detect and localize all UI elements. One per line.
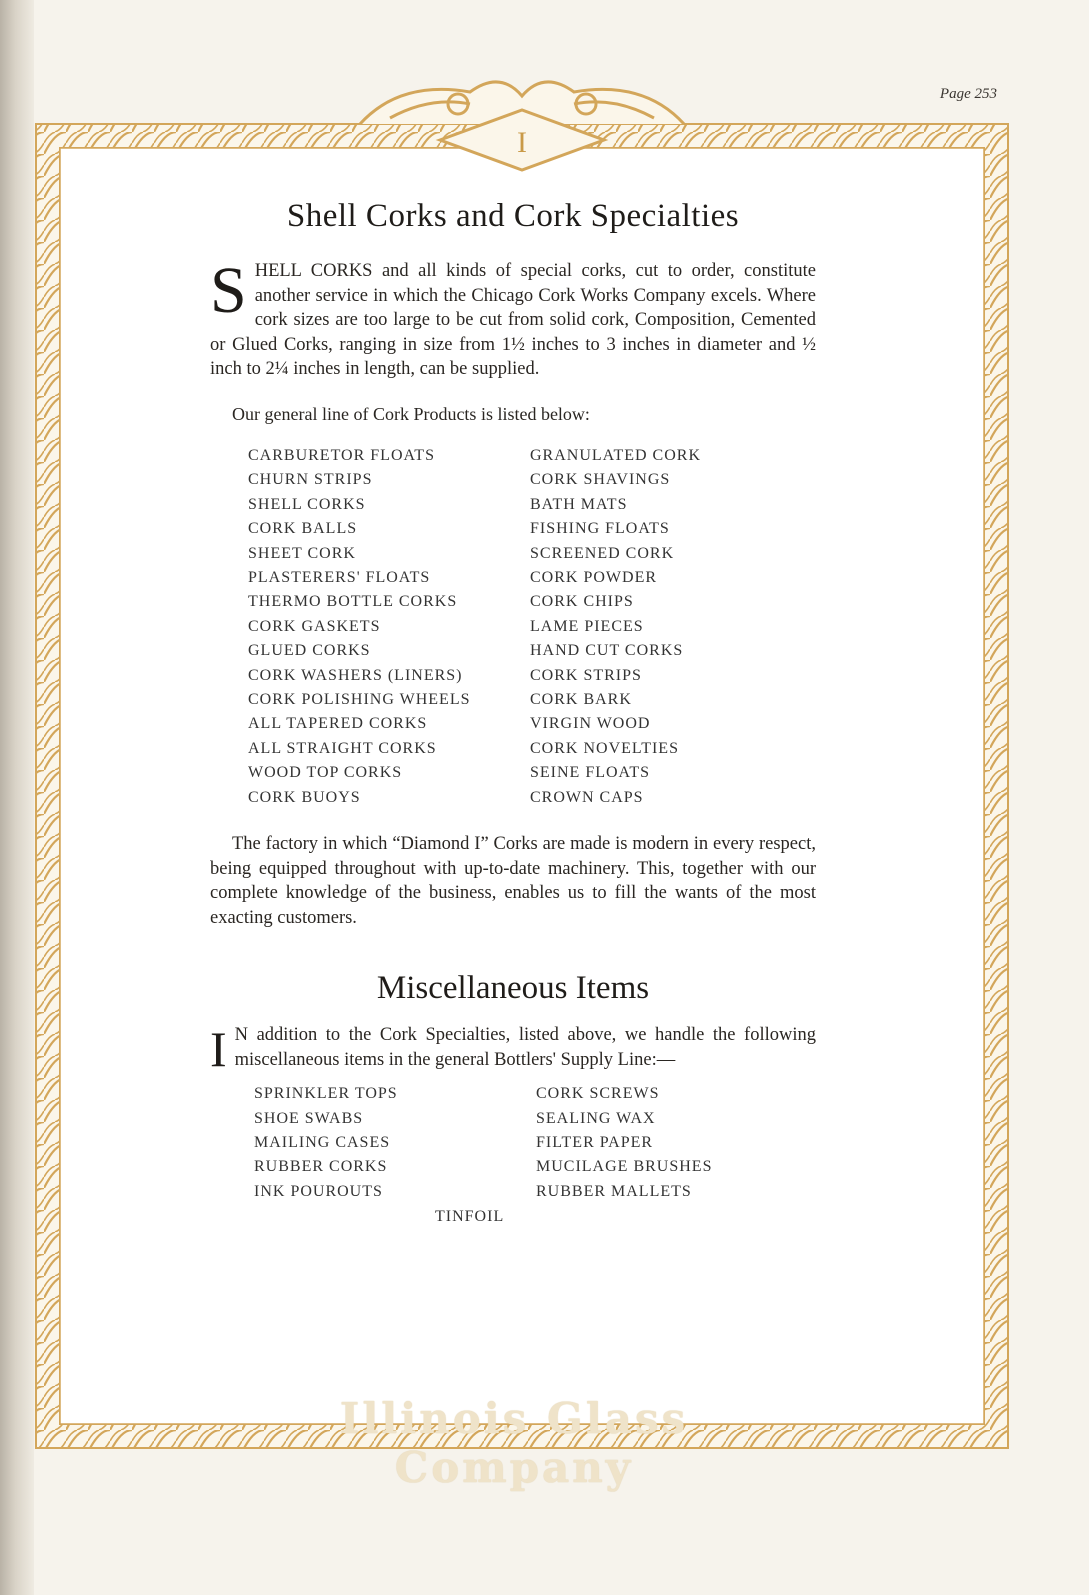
list-item: CROWN CAPS xyxy=(530,788,644,806)
factory-paragraph: The factory in which “Diamond I” Corks are made is modern in every respect, being equipped throughout with up-to-date machinery. This, together with our complete knowledge of the business, enables us to fill the wants of the most exacting customers. xyxy=(210,834,816,928)
cork-paragraph-text: HELL CORKS and all kinds of special corks, cut to order, constitute another service in which the Chicago Cork Works Company excels. Where cork sizes are too large to be cut from solid cork, Composition, Cemented or Glued Corks, ranging in size from 1½ inches to 3 inches in diameter and ½ inch to 2¼ inches in length, can be supplied. xyxy=(210,261,816,379)
page-number: Page 253 xyxy=(939,86,997,102)
footer-brand-wordmark: Illinois Glass Company xyxy=(339,1394,689,1492)
list-item: INK POUROUTS xyxy=(254,1182,383,1200)
list-item: SEINE FLOATS xyxy=(530,764,651,782)
section-title-cork: Shell Corks and Cork Specialties xyxy=(286,198,740,234)
cork-list-left-column xyxy=(248,444,530,810)
list-item: GRANULATED CORK xyxy=(530,447,701,464)
misc-center-item: TINFOIL xyxy=(435,1208,505,1226)
list-item: CORK GASKETS xyxy=(248,617,381,635)
list-item: CHURN STRIPS xyxy=(248,471,373,489)
misc-list-right-column xyxy=(536,1082,776,1204)
list-item: SPRINKLER TOPS xyxy=(254,1085,398,1103)
list-item: CORK BARK xyxy=(530,691,632,709)
cork-list-right-column xyxy=(530,444,770,810)
list-item: BATH MATS xyxy=(530,495,628,513)
list-item: CORK POWDER xyxy=(530,569,658,587)
list-item: MAILING CASES xyxy=(254,1133,391,1151)
list-item: SHOE SWABS xyxy=(254,1109,364,1127)
product-list-intro: Our general line of Cork Products is listed below: xyxy=(232,403,590,424)
list-item: SHELL CORKS xyxy=(248,495,366,513)
emblem-letter: I xyxy=(517,126,527,159)
list-item: CORK CHIPS xyxy=(530,593,634,611)
list-item: GLUED CORKS xyxy=(248,642,371,660)
misc-paragraph xyxy=(210,1021,816,1078)
list-item: SEALING WAX xyxy=(536,1109,656,1127)
page-content xyxy=(210,198,816,1226)
list-item: CORK POLISHING WHEELS xyxy=(248,691,471,709)
list-item: LAME PIECES xyxy=(530,617,644,635)
list-item: CORK WASHERS (LINERS) xyxy=(248,666,463,684)
list-item: PLASTERERS' FLOATS xyxy=(248,569,431,587)
list-item: ALL TAPERED CORKS xyxy=(248,715,428,733)
list-item: CORK BUOYS xyxy=(248,788,361,806)
list-item: MUCILAGE BRUSHES xyxy=(536,1158,713,1176)
list-item: CORK SHAVINGS xyxy=(530,471,671,489)
cork-product-list xyxy=(248,444,816,810)
list-item: HAND CUT CORKS xyxy=(530,642,684,660)
list-item: CORK STRIPS xyxy=(530,666,642,684)
list-item: THERMO BOTTLE CORKS xyxy=(248,593,458,611)
cork-paragraph xyxy=(210,254,816,382)
dropcap-s: S xyxy=(210,254,247,327)
misc-item-list xyxy=(254,1082,816,1204)
list-item: CARBURETOR FLOATS xyxy=(248,447,435,464)
list-item: WOOD TOP CORKS xyxy=(248,764,403,782)
list-item: SCREENED CORK xyxy=(530,544,675,562)
list-item: CORK SCREWS xyxy=(536,1085,660,1103)
list-item: FILTER PAPER xyxy=(536,1133,654,1151)
list-item: RUBBER MALLETS xyxy=(536,1182,692,1200)
misc-paragraph-text: N addition to the Cork Specialties, listed above, we handle the following miscellaneous items in the general Bottlers' Supply Line:— xyxy=(234,1025,816,1070)
list-item: ALL STRAIGHT CORKS xyxy=(248,739,437,757)
list-item: CORK BALLS xyxy=(248,520,358,538)
section-title-misc: Miscellaneous Items xyxy=(376,970,650,1007)
list-item: RUBBER CORKS xyxy=(254,1158,388,1176)
list-item: SHEET CORK xyxy=(248,544,356,562)
list-item: VIRGIN WOOD xyxy=(530,715,651,733)
list-item: CORK NOVELTIES xyxy=(530,739,679,757)
dropcap-i: I xyxy=(210,1021,227,1078)
misc-list-left-column xyxy=(254,1082,536,1204)
list-item: FISHING FLOATS xyxy=(530,520,670,538)
